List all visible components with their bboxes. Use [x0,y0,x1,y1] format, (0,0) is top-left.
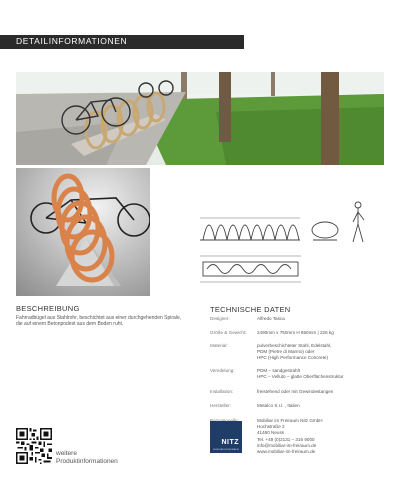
product-photo [16,168,150,296]
spec-value-installation: freistehend oder mit Gewindestangen [257,389,334,394]
spec-value-finish: PDM – sandgestrahlt HPC – Velluto – glatte Oberflächenstruktur [257,368,344,380]
logo-tagline: MOBILIAR IM FREIRAUM [213,449,239,451]
spec-label-manufacturer: Hersteller: [210,403,231,408]
description-text: Fahrradbügel aus Stahlrohr, beschichtet aus einer durchgehenden Spirale, die auf einem Betonpodest aus dem Boden ruht. [16,315,182,328]
spec-label-finish: Veredelung: [210,368,235,373]
spec-value-size: 2490mm x 750mm H 850mm | 226 kg [257,330,334,335]
park-photo [16,72,384,165]
spec-value-material: pulverbeschichteter Stahl, Edelstahl, PDM (Pietre di Marmo) oder HPC (High Performance Concrete) [257,343,332,361]
nitz-logo [210,421,242,453]
spec-value-manufacturer: Metalco S.r.l. , Italien [257,403,300,408]
spec-value-supplier[interactable]: Mobiliar im Freiraum Nitz GmbH Hochstraße 2 41460 Neuss Tel. +49 (0)2131 – 316 9000 info@mobiliar-im-freiraum.de www.mobiliar-im-freiraum.de [257,418,323,455]
technical-title: TECHNISCHE DATEN [210,305,291,314]
qr-caption: weitere Produktinformationen [56,450,118,465]
page-title: DETAILINFORMATIONEN [16,36,128,46]
description-title: BESCHREIBUNG [16,304,80,313]
logo-text: NITZ [221,439,239,446]
spec-value-designer: Alfredo Tasca [257,316,285,321]
spec-label-material: Material: [210,343,228,348]
technical-drawing [195,200,380,290]
spec-label-installation: Installation: [210,389,234,394]
qr-code[interactable] [16,428,52,464]
spec-label-designer: Designer: [210,316,230,321]
spec-label-size: Größe & Gewicht: [210,330,247,335]
